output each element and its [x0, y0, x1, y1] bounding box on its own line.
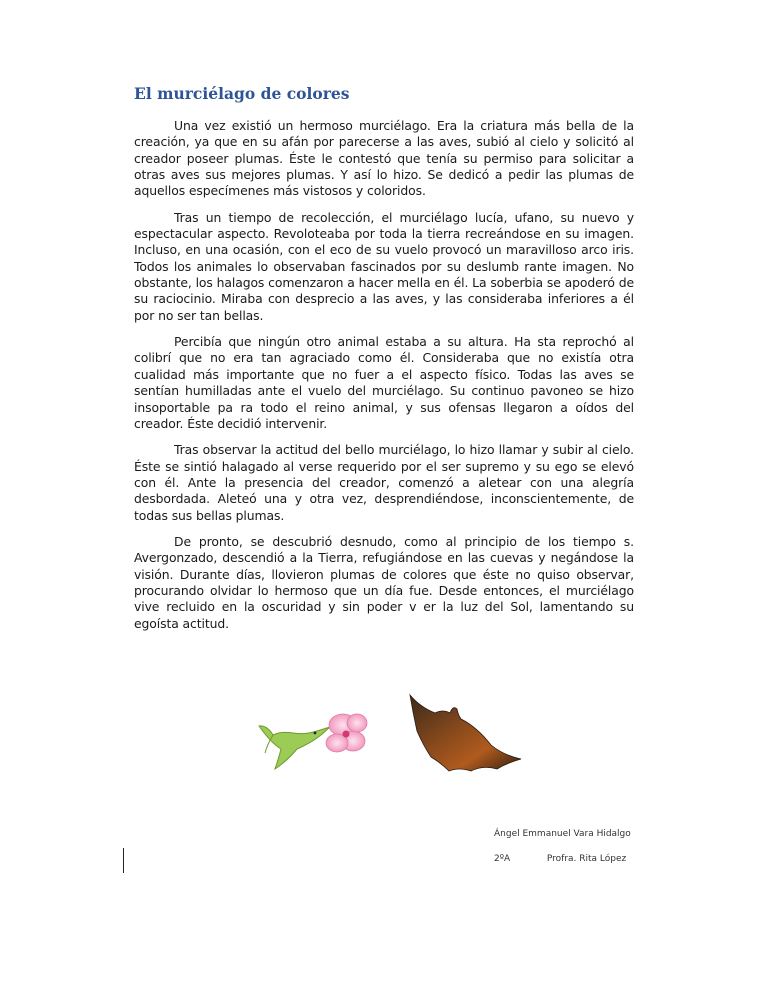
flower-icon [326, 714, 367, 752]
story-body [134, 118, 634, 642]
text-cursor [123, 848, 124, 873]
bat-icon [410, 695, 521, 771]
story-illustration [245, 683, 545, 793]
paragraph: De pronto, se descubrió desnudo, como al principio de los tiempo s. Avergonzado, descendió a la Tierra, refugiándose en las cuevas y negándose la visión. Durante días, llovieron plumas de colores que éste no quiso observar, procurando olvidar lo hermoso que un día fue. Desde entonces, el murciélago vive recluido en la oscuridad y sin poder v er la luz del Sol, lamentando su egoísta actitud. [134, 533, 634, 631]
paragraph: Una vez existió un hermoso murciélago. Era la criatura más bella de la creación, ya que en su afán por parecerse a las aves, subió al cielo y solicitó al creador poseer plumas. Éste le contestó que tenía su permiso para solicitar a otras aves sus mejores plumas. Y así lo hizo. Se dedicó a pedir las plumas de aquellos especímenes más vistosos y coloridos. [134, 118, 634, 199]
paragraph: Tras un tiempo de recolección, el murciélago lucía, ufano, su nuevo y espectacular aspecto. Revoloteaba por toda la tierra recreándose en su imagen. Incluso, en una ocasión, con el eco de su vuelo provocó un maravilloso arco iris. Todos los animales lo observaban fascinados por su deslumb rante imagen. No obstante, los halagos comenzaron a hacer mella en él. La soberbia se apoderó de su raciocinio. Miraba con desprecio a las aves, y las consideraba inferiores a él por no ser tan bellas. [134, 209, 634, 323]
author-name: Ángel Emmanuel Vara Hidalgo [494, 829, 631, 839]
paragraph: Percibía que ningún otro animal estaba a su altura. Ha sta reprochó al colibrí que no era tan agraciado como él. Consideraba que no existía otra cualidad más importante que no fuer a el aspecto físico. Todas las aves se sentían humilladas ante el vuelo del murciélago. Su continuo pavoneo se hizo insoportable pa ra todo el reino animal, y sus ofensas llegaron a oídos del creador. Éste decidió intervenir. [134, 334, 634, 431]
document-title: El murciélago de colores [134, 84, 350, 103]
teacher-name: Profra. Rita López [546, 854, 627, 864]
class-info [494, 854, 626, 864]
hummingbird-icon [259, 726, 330, 769]
paragraph: Tras observar la actitud del bello murciélago, lo hizo llamar y subir al cielo. Éste se sintió halagado al verse requerido por el ser supremo y su ego se elevó con él. Ante la presencia del creador, comenzó a aletear con una alegría desbordada. Aleteó una y otra vez, desprendiéndose, inconscientemente, de todas sus bellas plumas. [134, 442, 634, 523]
grade-label: 2ºA [494, 854, 511, 864]
